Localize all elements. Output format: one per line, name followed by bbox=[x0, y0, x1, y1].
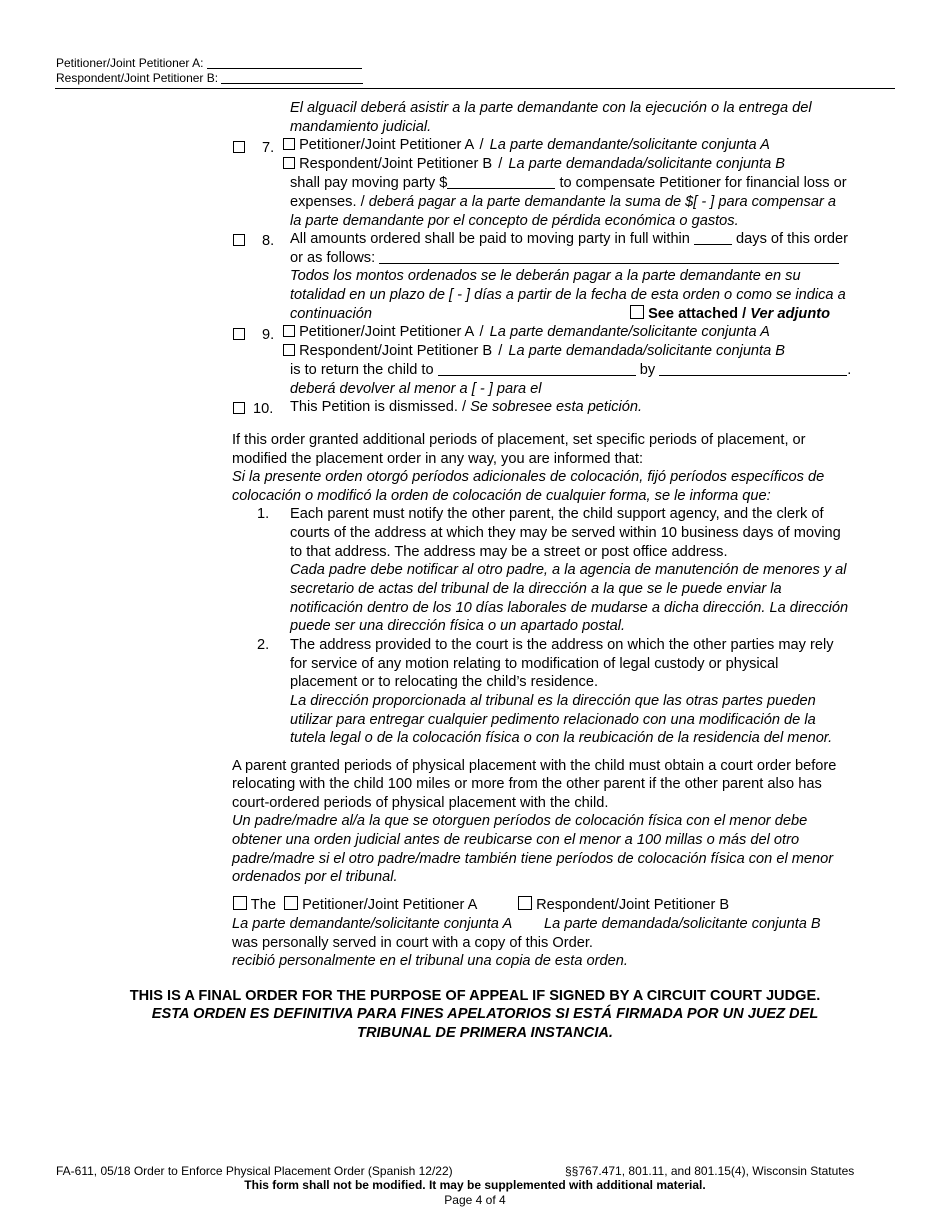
notice1-en-line1: Each parent must notify the other parent, the child support agency, and the clerk of bbox=[290, 506, 824, 522]
header-divider bbox=[55, 88, 895, 89]
item9-option-a-checkbox[interactable] bbox=[283, 325, 295, 337]
respondent-name-field[interactable] bbox=[221, 72, 363, 84]
item9-option-b-es: La parte demandada/solicitante conjunta B bbox=[508, 343, 786, 359]
relocation-en-line3: court-ordered periods of physical placement with the child. bbox=[232, 795, 609, 811]
notice1-es-line3: notificación dentro de los 10 días laborales de mudarse a dicha dirección. La dirección bbox=[290, 600, 849, 616]
item8-checkbox[interactable] bbox=[233, 234, 245, 246]
item7-es-line5: la parte demandante por el concepto de pérdida económica o gastos. bbox=[290, 213, 739, 229]
item8-see-attached bbox=[630, 305, 830, 324]
item9-option-b bbox=[283, 342, 785, 361]
item7-option-b bbox=[283, 155, 785, 174]
notice2-en-line1: The address provided to the court is the address on which the other parties may rely bbox=[290, 637, 834, 653]
item8-line2 bbox=[290, 249, 839, 268]
item8-line1-post: days of this order bbox=[736, 231, 848, 247]
item9-option-a-sep: / bbox=[479, 324, 484, 340]
item9-return-to-field[interactable] bbox=[438, 361, 636, 376]
intro-en-line1: If this order granted additional periods of placement, set specific periods of placement, or bbox=[232, 432, 806, 448]
item7-number: 7. bbox=[262, 140, 275, 156]
final-order-en: THIS IS A FINAL ORDER FOR THE PURPOSE OF APPEAL IF SIGNED BY A CIRCUIT COURT JUDGE. bbox=[129, 988, 821, 1004]
respondent-header-label: Respondent/Joint Petitioner B: bbox=[56, 71, 219, 85]
service-the-checkbox[interactable] bbox=[233, 896, 247, 910]
sheriff-assist-line1: El alguacil deberá asistir a la parte demandante con la ejecución o la entrega del bbox=[290, 100, 812, 116]
notice1-es-line1: Cada padre debe notificar al otro padre, a la agencia de manutención de menores y al bbox=[290, 562, 847, 578]
service-option-a-es: La parte demandante/solicitante conjunta A bbox=[232, 916, 513, 932]
item8-see-attached-checkbox[interactable] bbox=[630, 305, 644, 319]
service-en-line: was personally served in court with a copy of this Order. bbox=[232, 935, 593, 951]
relocation-es-line3: padre/madre si el otro padre/madre también tiene períodos de colocación física con el menor bbox=[232, 851, 834, 867]
notice2-es-line1: La dirección proporcionada al tribunal es la dirección que las otras partes pueden bbox=[290, 693, 816, 709]
respondent-header-line bbox=[56, 71, 363, 85]
item10-text-en: This Petition is dismissed. / bbox=[290, 399, 466, 415]
item8-es-line1: Todos los montos ordenados se le deberán pagar a la parte demandante en su bbox=[290, 268, 801, 284]
item9-option-b-en: Respondent/Joint Petitioner B bbox=[299, 343, 493, 359]
service-option-a-checkbox[interactable] bbox=[284, 896, 298, 910]
item8-number: 8. bbox=[262, 233, 275, 249]
item10-text bbox=[290, 398, 642, 417]
petitioner-header-label: Petitioner/Joint Petitioner A: bbox=[56, 56, 204, 70]
notice1-en-line2: courts of the address at which they may be served within 10 business days of moving bbox=[290, 525, 841, 541]
item9-option-a-en: Petitioner/Joint Petitioner A bbox=[299, 324, 474, 340]
item7-option-a bbox=[283, 136, 770, 155]
petitioner-header-line bbox=[56, 56, 362, 70]
item7-option-a-es: La parte demandante/solicitante conjunta A bbox=[489, 137, 770, 153]
notice1-es-line4: puede ser una dirección física o un apartado postal. bbox=[290, 618, 626, 634]
notice1-en-line3: to that address. The address may be a street or post office address. bbox=[290, 544, 728, 560]
item8-line1 bbox=[290, 230, 848, 249]
item7-option-a-sep: / bbox=[479, 137, 484, 153]
item7-expenses-es: deberá pagar a la parte demandante la suma de $[ - ] para compensar a bbox=[368, 194, 836, 210]
final-order-es-line1: ESTA ORDEN ES DEFINITIVA PARA FINES APELATORIOS SI ESTÁ FIRMADA POR UN JUEZ DEL bbox=[151, 1006, 819, 1022]
item8-line2-pre: or as follows: bbox=[290, 250, 376, 266]
service-the-label: The bbox=[250, 897, 276, 913]
item7-option-a-checkbox[interactable] bbox=[283, 138, 295, 150]
item7-expenses-en: expenses. / bbox=[290, 194, 365, 210]
item9-return-by: by bbox=[639, 362, 656, 378]
footer-modification-notice: This form shall not be modified. It may be supplemented with additional material. bbox=[244, 1178, 706, 1192]
notice2-en-line3: placement or to relocating the child’s residence. bbox=[290, 674, 598, 690]
item7-checkbox[interactable] bbox=[233, 141, 245, 153]
notice2-number: 2. bbox=[257, 637, 270, 653]
item7-amount-line bbox=[290, 174, 847, 193]
notice1-number: 1. bbox=[257, 506, 270, 522]
sheriff-assist-line2: mandamiento judicial. bbox=[290, 119, 432, 135]
item7-expenses-line bbox=[290, 193, 836, 212]
item9-return-line bbox=[290, 361, 851, 380]
item9-option-b-sep: / bbox=[498, 343, 503, 359]
item9-return-by-field[interactable] bbox=[659, 361, 847, 376]
item8-es-line3: continuación bbox=[290, 306, 372, 322]
service-option-b-checkbox[interactable] bbox=[518, 896, 532, 910]
relocation-es-line4: ordenados por el tribunal. bbox=[232, 869, 398, 885]
footer-page-number: Page 4 of 4 bbox=[444, 1193, 506, 1207]
intro-es-line2: colocación o modificó la orden de colocación de cualquier forma, se le informa que: bbox=[232, 488, 771, 504]
relocation-en-line1: A parent granted periods of physical placement with the child must obtain a court order before bbox=[232, 758, 837, 774]
item7-option-b-checkbox[interactable] bbox=[283, 157, 295, 169]
item9-es-line4: deberá devolver al menor a [ - ] para el bbox=[290, 381, 542, 397]
intro-es-line1: Si la presente orden otorgó períodos adicionales de colocación, fijó períodos específicos de bbox=[232, 469, 825, 485]
notice2-es-line3: tutela legal o de la colocación física o con la reubicación de la residencia del menor. bbox=[290, 730, 833, 746]
item9-option-a bbox=[283, 323, 770, 342]
service-option-b bbox=[518, 896, 729, 915]
notice1-es-line2: secretario de actas del tribunal de la dirección a la que se le puede enviar la bbox=[290, 581, 782, 597]
item8-es-line2: totalidad en un plazo de [ - ] días a partir de la fecha de esta orden o como se indica a bbox=[290, 287, 846, 303]
item7-option-a-en: Petitioner/Joint Petitioner A bbox=[299, 137, 474, 153]
item8-days-field[interactable] bbox=[694, 230, 732, 245]
item8-see-attached-es: Ver adjunto bbox=[750, 306, 831, 322]
service-party-line bbox=[233, 896, 477, 915]
final-order-es-line2: TRIBUNAL DE PRIMERA INSTANCIA. bbox=[357, 1025, 613, 1041]
intro-en-line2: modified the placement order in any way, you are informed that: bbox=[232, 451, 644, 467]
petitioner-name-field[interactable] bbox=[207, 57, 362, 69]
service-option-a-en: Petitioner/Joint Petitioner A bbox=[302, 897, 478, 913]
item7-option-b-sep: / bbox=[498, 156, 503, 172]
footer-statutes: §§767.471, 801.11, and 801.15(4), Wisconsin Statutes bbox=[565, 1164, 855, 1178]
relocation-es-line2: obtener una orden judicial antes de reubicarse con el menor a 100 millas o más del otro bbox=[232, 832, 800, 848]
item9-option-b-checkbox[interactable] bbox=[283, 344, 295, 356]
item10-number: 10. bbox=[253, 401, 274, 417]
item7-amount-post: to compensate Petitioner for financial loss or bbox=[559, 175, 847, 191]
item9-return-end: . bbox=[847, 362, 852, 378]
item10-checkbox[interactable] bbox=[233, 402, 245, 414]
notice2-es-line2: utilizar para entregar cualquier pedimento relacionado con una modificación de la bbox=[290, 712, 816, 728]
item7-amount-pre: shall pay moving party $ bbox=[290, 175, 448, 191]
item8-line1-pre: All amounts ordered shall be paid to moving party in full within bbox=[290, 231, 690, 247]
item9-option-a-es: La parte demandante/solicitante conjunta A bbox=[489, 324, 770, 340]
footer-form-id: FA-611, 05/18 Order to Enforce Physical Placement Order (Spanish 12/22) bbox=[56, 1164, 453, 1178]
item9-number: 9. bbox=[262, 327, 275, 343]
item7-option-b-en: Respondent/Joint Petitioner B bbox=[299, 156, 493, 172]
service-option-b-es: La parte demandada/solicitante conjunta B bbox=[544, 916, 821, 932]
item8-as-follows-field[interactable] bbox=[379, 249, 839, 264]
item7-option-b-es: La parte demandada/solicitante conjunta B bbox=[508, 156, 786, 172]
item8-see-attached-en: See attached / bbox=[648, 306, 747, 322]
item9-return-pre: is to return the child to bbox=[290, 362, 434, 378]
item10-text-es: Se sobresee esta petición. bbox=[470, 399, 643, 415]
service-es-line: recibió personalmente en el tribunal una copia de esta orden. bbox=[232, 953, 628, 969]
service-option-b-en: Respondent/Joint Petitioner B bbox=[536, 897, 730, 913]
relocation-es-line1: Un padre/madre al/a la que se otorguen períodos de colocación física con el menor debe bbox=[232, 813, 808, 829]
item7-amount-field[interactable] bbox=[447, 174, 555, 189]
item9-checkbox[interactable] bbox=[233, 328, 245, 340]
relocation-en-line2: relocating with the child 100 miles or more from the other parent if the other parent also has bbox=[232, 776, 822, 792]
notice2-en-line2: for service of any motion relating to modification of legal custody or physical bbox=[290, 656, 779, 672]
